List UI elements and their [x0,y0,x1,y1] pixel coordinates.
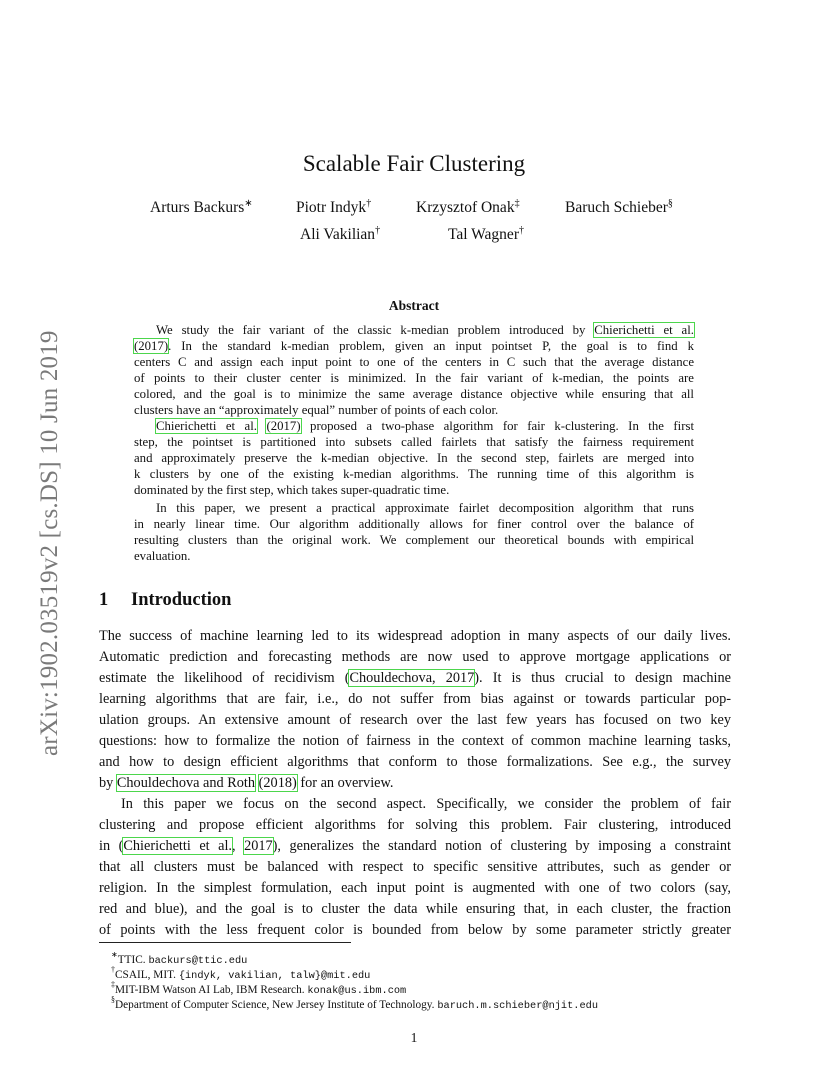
abstract-line: (2017). In the standard k-median problem, given an input pointset P, the goal is to find k [134,339,694,353]
body-line: In this paper we focus on the second aspect. Specifically, we consider the problem of fair [121,796,731,812]
abstract-line: of points to their cluster center is minimized. In the fair variant of k-median, the points are [134,371,694,385]
paper-title: Scalable Fair Clustering [302,151,526,176]
page-number: 1 [410,1030,418,1045]
abstract-line: colored, and the goal is to minimize the same average distance objective while ensuring that all [134,387,694,401]
author: Arturs Backurs∗ [150,198,253,217]
abstract-line: We study the fair variant of the classic k-median problem introduced by Chierichetti et al. [156,323,694,337]
body-line: and how to design efficient algorithms that conform to those formalizations. See e.g., the survey [99,754,731,770]
footnote: ∗TTIC. backurs@ttic.edu [111,950,248,967]
abstract-line: in nearly linear time. Our algorithm additionally allows for finer control over the balance of [134,517,694,531]
citation-link[interactable]: (2017) [266,419,301,433]
arxiv-stamp: arXiv:1902.03519v2 [cs.DS] 10 Jun 2019 [36,330,63,756]
body-line: that all clusters must be balanced with respect to specific sensitive attributes, such as gender or [99,859,731,875]
author: Tal Wagner† [448,225,524,244]
body-line: questions: how to formalize the notion of fairness in the context of common machine learning tasks, [99,733,731,749]
abstract-line: evaluation. [134,549,191,563]
body-line: by Chouldechova and Roth (2018) for an overview. [99,775,394,791]
citation-link[interactable]: Chierichetti et al. [156,419,257,433]
citation-link[interactable]: (2017) [134,339,169,353]
abstract-line: step, the pointset is partitioned into subsets called fairlets that satisfy the fairness requirement [134,435,694,449]
author: Ali Vakilian† [300,225,381,244]
body-line: in (Chierichetti et al., 2017), generalizes the standard notion of clustering by imposing a constraint [99,838,731,854]
body-line: The success of machine learning led to its widespread adoption in many aspects of our daily lives. [99,628,731,644]
body-line: clustering and propose efficient algorithms for solving this problem. Fair clustering, introduced [99,817,731,833]
body-line: of points with the less frequent color is bounded from below by some parameter strictly greater [99,922,731,938]
email: {indyk, vakilian, talw}@mit.edu [178,969,371,982]
citation-link[interactable]: Chierichetti et al. [123,838,233,854]
abstract-heading: Abstract [388,298,440,313]
body-line: religion. In the simplest formulation, each input point is augmented with one of two colors (say, [99,880,731,896]
abstract-line: k clusters by one of the existing k-median algorithms. The running time of this algorithm is [134,467,694,481]
email: konak@us.ibm.com [307,984,407,997]
body-line: estimate the likelihood of recidivism (Chouldechova, 2017). It is thus crucial to design machine [99,670,731,686]
author: Baruch Schieber§ [565,198,673,217]
body-line: ulation groups. An extensive amount of research over the last few years has focused on two key [99,712,731,728]
abstract-line: resulting clusters than the original work. We complement our theoretical bounds with empirical [134,533,694,547]
abstract-line: In this paper, we present a practical approximate fairlet decomposition algorithm that runs [156,501,694,515]
author: Piotr Indyk† [296,198,372,217]
abstract-line: and approximately preserve the k-median objective. In the second step, fairlets are merged into [134,451,694,465]
footnote: ‡MIT-IBM Watson AI Lab, IBM Research. konak@us.ibm.com [111,980,407,997]
citation-link[interactable]: 2017 [244,838,273,854]
body-line: red and blue), and the goal is to cluster the data while ensuring that, in each cluster, the fraction [99,901,731,917]
citation-link[interactable]: Chouldechova and Roth [116,775,256,791]
body-line: learning algorithms that are fair, i.e., do not suffer from bias against or towards particular pop- [99,691,731,707]
email: baruch.m.schieber@njit.edu [437,999,599,1012]
citation-link[interactable]: Chouldechova, 2017 [349,670,475,686]
body-line: Automatic prediction and forecasting methods are now used to approve mortgage applications or [99,649,731,665]
section-heading: 1 Introduction [99,590,232,610]
citation-link[interactable]: Chierichetti et al. [594,323,694,337]
email: backurs@ttic.edu [148,954,248,967]
author: Krzysztof Onak‡ [416,198,520,217]
abstract-line: clusters have an “approximately equal” number of points of each color. [134,403,499,417]
footnote-divider [99,942,351,943]
footnote: †CSAIL, MIT. {indyk, vakilian, talw}@mit.edu [111,965,371,982]
abstract-line: centers C and assign each input point to one of the centers in C such that the average distance [134,355,694,369]
abstract-line: Chierichetti et al. (2017) proposed a two-phase algorithm for fair k-clustering. In the first [156,419,694,433]
abstract-line: dominated by the first step, which takes super-quadratic time. [134,483,450,497]
footnote: §Department of Computer Science, New Jersey Institute of Technology. baruch.m.schieber@njit.edu [111,995,599,1012]
citation-link[interactable]: (2018) [258,775,297,791]
